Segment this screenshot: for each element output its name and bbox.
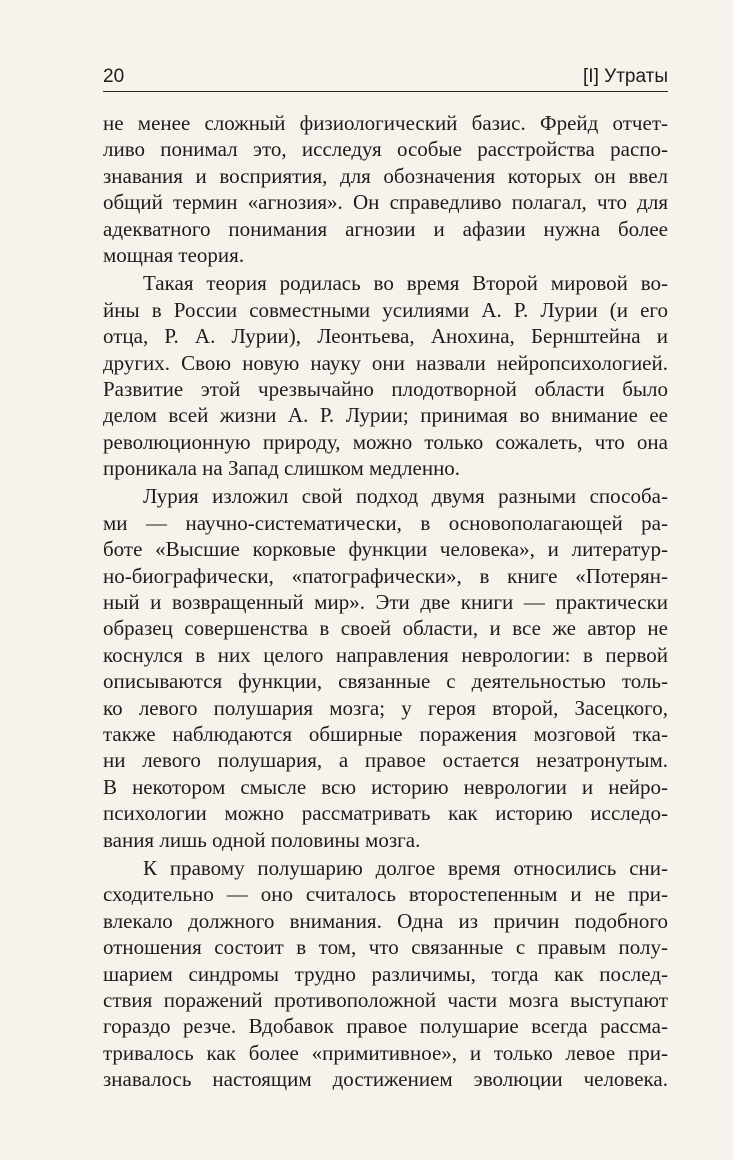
text-line: Лурия изложил свой подход двумя разными способа-: [143, 484, 668, 509]
text-line: вания лишь одной половины мозга.: [103, 827, 421, 852]
paragraph: [103, 270, 668, 481]
text-line: ко левого полушария мозга; у героя второй, Засецкого,: [103, 695, 668, 720]
page-number: 20: [103, 66, 125, 87]
text-line: ливо понимал это, исследуя особые расстройства распо-: [103, 137, 668, 162]
text-line: революционную природу, можно только сожалеть, что она: [103, 429, 668, 454]
text-line: шарием синдромы трудно различимы, тогда как послед-: [103, 961, 668, 986]
text-line: общий термин «агнозия». Он справедливо полагал, что для: [103, 190, 668, 215]
text-line: сходительно — оно считалось второстепенным и не при-: [103, 882, 668, 907]
text-line: знавания и восприятия, для обозначения которых он ввел: [103, 163, 668, 188]
text-line: коснулся в них целого направления неврологии: в первой: [103, 642, 668, 667]
text-line: ми — научно-систематически, в основополагающей ра-: [103, 510, 668, 535]
text-line: делом всей жизни А. Р. Лурии; принимая во внимание ее: [103, 403, 668, 428]
text-line: Развитие этой чрезвычайно плодотворной области было: [103, 376, 668, 401]
text-line: К правому полушарию долгое время относились сни-: [143, 855, 668, 880]
text-line: ни левого полушария, а правое остается незатронутым.: [103, 748, 668, 773]
chapter-title: [I] Утраты: [583, 66, 668, 87]
text-line: гораздо резче. Вдобавок правое полушарие всегда рассма-: [103, 1014, 668, 1039]
text-line: мощная теория.: [103, 242, 245, 267]
text-line: Такая теория родилась во время Второй мировой во-: [143, 271, 668, 296]
text-line: психологии можно рассматривать как историю исследо-: [103, 801, 668, 826]
text-line: адекватного понимания агнозии и афазии нужна более: [103, 216, 668, 241]
text-line: описываются функции, связанные с деятельностью толь-: [103, 669, 668, 694]
text-line: образец совершенства в своей области, и все же автор не: [103, 616, 668, 641]
body-text: [103, 110, 668, 1094]
text-line: проникала на Запад слишком медленно.: [103, 456, 461, 481]
text-line: других. Свою новую науку они назвали нейропсихологией.: [103, 350, 668, 375]
running-header: [103, 62, 668, 92]
text-line: также наблюдаются обширные поражения мозговой тка-: [103, 721, 668, 746]
paragraph: [103, 855, 668, 1093]
text-line: тривалось как более «примитивное», и только левое при-: [103, 1040, 668, 1065]
header-divider: [103, 91, 668, 92]
text-line: ный и возвращенный мир». Эти две книги — практически: [103, 590, 668, 615]
text-line: В некотором смысле всю историю неврологии и нейро-: [103, 774, 668, 799]
text-line: йны в России совместными усилиями А. Р. Лурии (и его: [103, 297, 668, 322]
text-line: отца, Р. А. Лурии), Леонтьева, Анохина, Бернштейна и: [103, 324, 668, 349]
paragraph: [103, 110, 668, 268]
text-line: влекало должного внимания. Одна из причин подобного: [103, 908, 668, 933]
text-line: не менее сложный физиологический базис. Фрейд отчет-: [103, 111, 668, 135]
text-line: но-биографически, «патографически», в книге «Потерян-: [103, 563, 668, 588]
text-line: отношения состоит в том, что связанные с правым полу-: [103, 935, 668, 960]
text-line: знавалось настоящим достижением эволюции человека.: [103, 1067, 668, 1092]
paragraph: [103, 483, 668, 852]
text-line: ствия поражений противоположной части мозга выступают: [103, 987, 668, 1012]
text-line: боте «Высшие корковые функции человека», и литератур-: [103, 537, 668, 562]
